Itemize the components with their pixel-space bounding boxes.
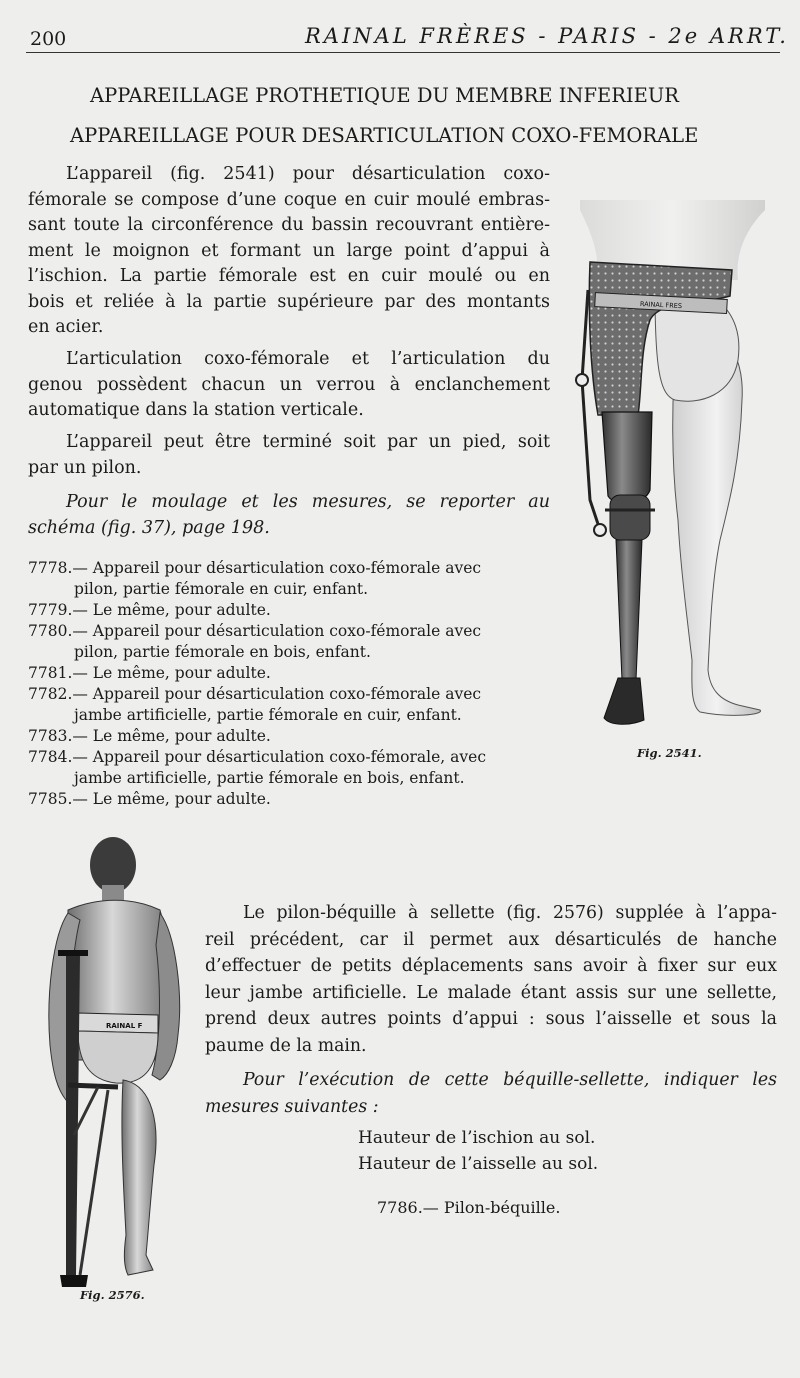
paragraph-crutch-measurements (205, 1067, 777, 1120)
text-line: mesures suivantes : (205, 1096, 379, 1117)
catalog-item-continuation: pilon, partie fémorale en cuir, enfant. (74, 580, 369, 598)
figure-2576-illustration (28, 835, 208, 1290)
text-line: leur jambe artificielle. Le malade étant assis sur une sellette, (205, 982, 777, 1003)
section-title: APPAREILLAGE PROTHETIQUE DU MEMBRE INFERIEUR (90, 84, 679, 107)
catalog-item-7786: 7786.— Pilon-béquille. (377, 1198, 561, 1217)
paragraph-measurement-note (28, 490, 550, 541)
catalog-item: 7785.— Le même, pour adulte. (28, 790, 271, 808)
text-line: d’effectuer de petits déplacements sans avoir à fixer sur eux (205, 956, 777, 976)
catalog-item: 7781.— Le même, pour adulte. (28, 664, 271, 682)
measurement-list (358, 1125, 598, 1177)
paragraph-description (28, 162, 550, 341)
catalog-item: 7783.— Le même, pour adulte. (28, 727, 271, 745)
text-line: prend deux autres points d’appui : sous l’aisselle et sous la (205, 1009, 777, 1029)
text-line: par un pilon. (28, 457, 142, 478)
catalog-item: 7779.— Le même, pour adulte. (28, 601, 271, 619)
belt-inscription: RAINAL FRES (639, 299, 683, 311)
text-line: fémorale se compose d’une coque en cuir moulé embras- (28, 189, 550, 210)
catalog-item: 7782.— Appareil pour désarticulation coxo-fémorale avec (28, 685, 482, 703)
text-line: genou possèdent chacun un verrou à enclanchement (28, 374, 550, 395)
catalog-item: 7778.— Appareil pour désarticulation coxo-fémorale avec (28, 559, 482, 577)
text-line: L’appareil peut être terminé soit par un pied, soit (66, 432, 550, 452)
text-line: automatique dans la station verticale. (28, 400, 364, 420)
text-line: en acier. (28, 317, 104, 337)
measurement-item: Hauteur de l’aisselle au sol. (358, 1154, 599, 1174)
page-number: 200 (30, 28, 67, 50)
running-title: RAINAL FRÈRES - PARIS - 2e ARRT. (305, 24, 789, 48)
figure-2541-illustration (560, 200, 780, 730)
measurement-item: Hauteur de l’ischion au sol. (358, 1128, 596, 1148)
figure-2576-caption: Fig. 2576. (80, 1288, 145, 1302)
paragraph-articulation (28, 347, 550, 424)
text-line: bois et reliée à la partie supérieure par des montants (28, 291, 550, 312)
catalog-list (28, 558, 558, 810)
figure-2541-caption: Fig. 2541. (637, 746, 702, 760)
text-line: Pour l’exécution de cette béquille-sellette, indiquer les (243, 1070, 777, 1090)
text-line: l’ischion. La partie fémorale est en cuir moulé ou en (28, 266, 550, 286)
paragraph-termination (28, 430, 550, 481)
catalog-item: 7780.— Appareil pour désarticulation coxo-fémorale avec (28, 622, 482, 640)
subsection-title: APPAREILLAGE POUR DESARTICULATION COXO-FEMORALE (70, 124, 699, 147)
text-line: paume de la main. (205, 1035, 367, 1056)
catalog-item-continuation: pilon, partie fémorale en bois, enfant. (74, 643, 371, 661)
text-line: Pour le moulage et les mesures, se reporter au (66, 492, 550, 512)
text-line: sant toute la circonférence du bassin recouvrant entière- (28, 215, 550, 235)
text-line: L’appareil (fig. 2541) pour désarticulation coxo- (66, 164, 550, 184)
text-line: reil précédent, car il permet aux désarticulés de hanche (205, 929, 777, 950)
text-line: Le pilon-béquille à sellette (fig. 2576) supplée à l’appa- (243, 903, 777, 923)
header-rule (26, 52, 780, 53)
belt-inscription: RAINAL F (106, 1022, 143, 1030)
text-line: L’articulation coxo-fémorale et l’articulation du (66, 349, 550, 369)
catalog-item: 7784.— Appareil pour désarticulation coxo-fémorale, avec (28, 748, 486, 766)
catalog-item-continuation: jambe artificielle, partie fémorale en cuir, enfant. (74, 706, 462, 724)
text-line: schéma (fig. 37), page 198. (28, 517, 270, 538)
catalog-item-continuation: jambe artificielle, partie fémorale en bois, enfant. (74, 769, 465, 787)
text-line: ment le moignon et formant un large point d’appui à (28, 240, 550, 261)
paragraph-crutch (205, 900, 777, 1059)
